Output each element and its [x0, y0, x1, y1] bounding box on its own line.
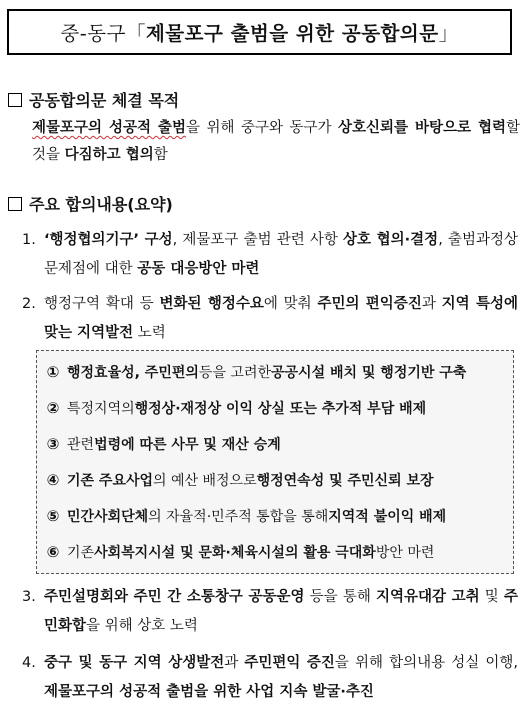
box-item-2-b: 특정지역의 — [67, 401, 135, 417]
agreement-item-1 — [22, 226, 518, 284]
box-item-5-a: 민간사회단체 — [67, 509, 149, 525]
box-item-2-c: 행정상·재정상 이익 상실 또는 추가적 부담 배제 — [134, 401, 427, 417]
box-item-3-c: 법령에 따른 사무 및 재산 승계 — [94, 437, 281, 453]
box-item-6 — [45, 542, 434, 562]
number-circle-icon: ⑤ — [46, 507, 60, 525]
agreement-item-2 — [22, 290, 518, 348]
box-item-1-c: 공공시설 배치 및 행정기반 구축 — [271, 365, 467, 381]
i3-a: 주민설명회와 주민 간 소통창구 공동운영 — [44, 589, 305, 605]
checkbox-icon — [8, 197, 22, 211]
agreement-item-4 — [22, 649, 518, 707]
title-main: 제물포구 출범을 위한 공동합의문 — [145, 22, 439, 45]
i4-d: 을 위해 합의내용 성실 이행, — [334, 655, 518, 671]
section-agreement-heading — [8, 192, 173, 215]
box-item-4-c: 행정연속성 및 주민신뢰 보장 — [256, 473, 434, 489]
purpose-t3: 상호신뢰를 바탕으로 협력 — [338, 120, 506, 136]
item-number: 2. — [22, 296, 36, 312]
i1-e: 공동 대응방안 마련 — [137, 261, 260, 277]
box-item-4-b: 의 예산 배정으로 — [153, 473, 257, 489]
purpose-t1: 제물포구의 성공적 출범 — [32, 120, 186, 136]
i2-b: 변화된 행정수요 — [159, 296, 264, 312]
box-item-5-c: 지역적 불이익 배제 — [328, 509, 447, 525]
i4-a: 중구 및 동구 지역 상생발전 — [44, 655, 225, 671]
i1-b: , 제물포구 출범 관련 사항 — [172, 232, 344, 248]
i2-g: 노력 — [133, 325, 166, 341]
purpose-t6: 함 — [153, 147, 168, 163]
box-item-6-b: 기존 — [67, 545, 95, 561]
box-item-1-a: 행정효율성, 주민편의 — [67, 365, 199, 381]
item-number: 1. — [22, 232, 36, 248]
i4-e: 제물포구의 성공적 출범을 위한 사업 지속 발굴·추진 — [44, 684, 374, 700]
i1-c: 상호 협의·결정 — [343, 232, 439, 248]
title-prefix: 중-동구「 — [60, 22, 146, 45]
box-item-3-b: 관련 — [67, 437, 95, 453]
title-suffix: 」 — [438, 22, 459, 45]
i3-d: 및 — [479, 589, 504, 605]
i1-a: ‘행정협의기구’ 구성 — [44, 232, 173, 248]
i1-d: , 출범과정상 문제점에 대한 — [44, 232, 518, 277]
i4-b: 과 — [224, 655, 245, 671]
number-circle-icon: ④ — [46, 471, 60, 489]
item-number: 3. — [22, 589, 36, 605]
box-item-5-b: 의 자율적·민주적 통합을 통해 — [148, 509, 329, 525]
checkbox-icon — [8, 93, 22, 107]
section-purpose-label: 공동합의문 체결 목적 — [29, 91, 180, 110]
agreement-item-3 — [22, 583, 518, 641]
box-item-2 — [45, 398, 426, 418]
item-number: 4. — [22, 655, 36, 671]
box-item-4 — [45, 470, 434, 490]
number-circle-icon: ③ — [46, 435, 60, 453]
number-circle-icon: ⑥ — [46, 543, 60, 561]
box-item-1 — [45, 362, 466, 382]
box-item-6-c: 사회복지시설 및 문화·체육시설의 활용 극대화 — [94, 545, 376, 561]
box-item-3 — [45, 434, 281, 454]
i2-c: 에 맞춰 — [263, 296, 318, 312]
section-purpose-heading — [8, 88, 179, 111]
box-item-6-d: 방안 마련 — [375, 545, 435, 561]
purpose-t2: 을 위해 중구와 동구가 — [185, 120, 339, 136]
document-title — [7, 9, 512, 55]
box-item-4-a: 기존 주요사업 — [67, 473, 154, 489]
number-circle-icon: ① — [46, 363, 60, 381]
box-item-5 — [45, 506, 446, 526]
detail-box — [36, 350, 514, 574]
box-item-1-b: 등을 고려한 — [198, 365, 271, 381]
i3-f: 을 위해 상호 노력 — [86, 618, 198, 634]
i2-f: 지역 특성에 맞는 지역발전 — [44, 296, 518, 341]
purpose-text — [32, 115, 520, 169]
section-agreement-label: 주요 합의내용(요약) — [29, 195, 173, 214]
i3-c: 지역유대감 고취 — [376, 589, 480, 605]
i2-a: 행정구역 확대 등 — [44, 296, 160, 312]
i3-e: 주민화합 — [44, 589, 518, 634]
number-circle-icon: ② — [46, 399, 60, 417]
purpose-t4: 할 것을 — [32, 120, 520, 163]
i4-c: 주민편익 증진 — [244, 655, 335, 671]
i3-b: 등을 통해 — [304, 589, 376, 605]
purpose-t5: 다짐하고 협의 — [64, 147, 154, 163]
i2-e: 과 — [421, 296, 442, 312]
i2-d: 주민의 편익증진 — [317, 296, 422, 312]
